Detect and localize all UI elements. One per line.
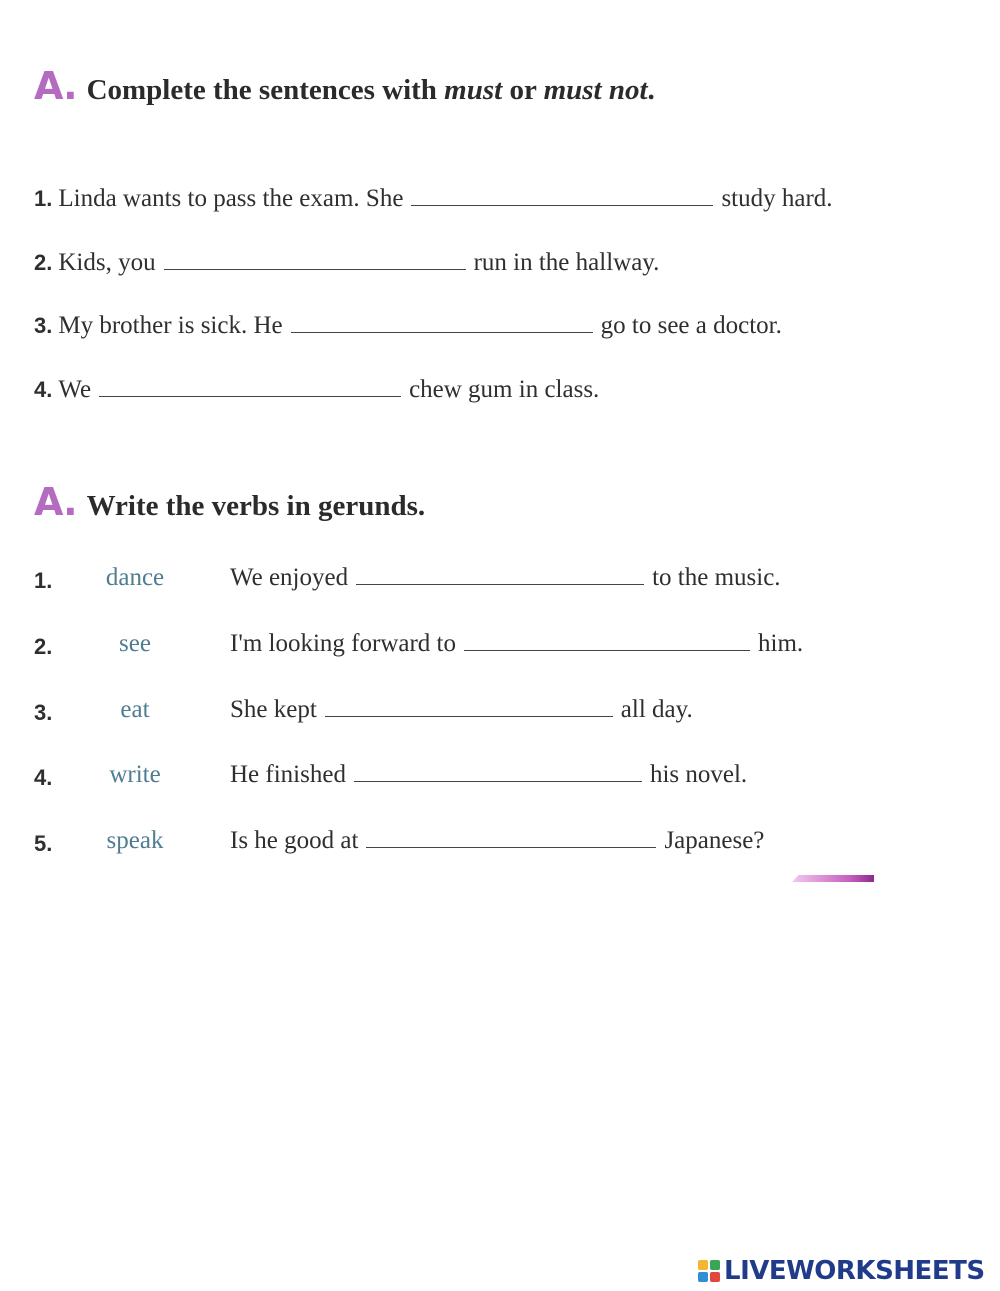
gerund-blank-4[interactable] — [354, 761, 642, 782]
answer-blank-1[interactable] — [411, 185, 713, 206]
exercise2-row-4 — [230, 761, 747, 789]
sentence-end: to the music. — [652, 564, 781, 591]
verb-prompt-3: eat — [120, 696, 150, 723]
exercise1-row-4 — [34, 376, 599, 404]
logo-grid-icon — [698, 1260, 720, 1282]
gerund-blank-2[interactable] — [464, 630, 750, 651]
sentence-start: My brother is sick. He — [58, 312, 283, 339]
item-number: 2. — [34, 250, 53, 275]
section1-heading — [34, 64, 655, 108]
verb-prompt-2: see — [119, 630, 151, 657]
sentence-end: his novel. — [649, 761, 748, 788]
logo-text: LIVEWORKSHEETS — [724, 1256, 985, 1286]
sentence-end: Japanese? — [664, 827, 765, 854]
liveworksheets-logo — [698, 1256, 985, 1286]
sentence-start: Is he good at — [230, 827, 359, 854]
section2-title: Write the verbs in gerunds. — [86, 490, 426, 522]
gerund-blank-5[interactable] — [366, 827, 656, 848]
section1-letter: A. — [34, 64, 77, 108]
answer-blank-3[interactable] — [291, 312, 593, 333]
item-number: 3. — [34, 313, 53, 338]
item-number-4: 4. — [34, 765, 53, 790]
sentence-start: Linda wants to pass the exam. She — [58, 185, 404, 212]
answer-blank-2[interactable] — [164, 249, 466, 270]
gerund-blank-1[interactable] — [356, 564, 644, 585]
section1-title: Complete the sentences with must or must not. — [86, 74, 655, 106]
logo-square-icon — [698, 1272, 708, 1282]
sentence-start: We enjoyed — [230, 564, 349, 591]
sentence-start: She kept — [230, 696, 317, 723]
item-number-3: 3. — [34, 700, 53, 725]
gerund-blank-3[interactable] — [325, 696, 613, 717]
exercise1-row-3 — [34, 312, 782, 340]
exercise1-row-2 — [34, 249, 659, 277]
answer-blank-4[interactable] — [99, 376, 401, 397]
item-number-2: 2. — [34, 634, 53, 659]
item-number-5: 5. — [34, 831, 53, 856]
section2-letter: A. — [34, 480, 77, 524]
sentence-start: Kids, you — [58, 249, 156, 276]
sentence-end: all day. — [620, 696, 693, 723]
sentence-start: I'm looking forward to — [230, 630, 456, 657]
item-number: 1. — [34, 186, 53, 211]
exercise2-row-1 — [230, 564, 781, 592]
exercise1-row-1 — [34, 185, 833, 213]
exercise2-row-5 — [230, 827, 764, 855]
verb-prompt-1: dance — [105, 564, 165, 591]
verb-prompt-5: speak — [106, 827, 164, 854]
logo-square-icon — [698, 1260, 708, 1270]
sentence-end: go to see a doctor. — [600, 312, 782, 339]
sentence-start: We — [58, 376, 92, 403]
sentence-end: chew gum in class. — [409, 376, 600, 403]
item-number-1: 1. — [34, 568, 53, 593]
section2-heading — [34, 480, 425, 524]
logo-square-icon — [710, 1260, 720, 1270]
exercise2-row-2 — [230, 630, 803, 658]
decorative-accent-bar — [792, 875, 874, 882]
sentence-end: him. — [758, 630, 804, 657]
sentence-start: He finished — [230, 761, 346, 788]
logo-square-icon — [710, 1272, 720, 1282]
sentence-end: run in the hallway. — [473, 249, 660, 276]
verb-prompt-4: write — [109, 761, 161, 788]
item-number: 4. — [34, 377, 53, 402]
exercise2-row-3 — [230, 696, 693, 724]
sentence-end: study hard. — [721, 185, 833, 212]
